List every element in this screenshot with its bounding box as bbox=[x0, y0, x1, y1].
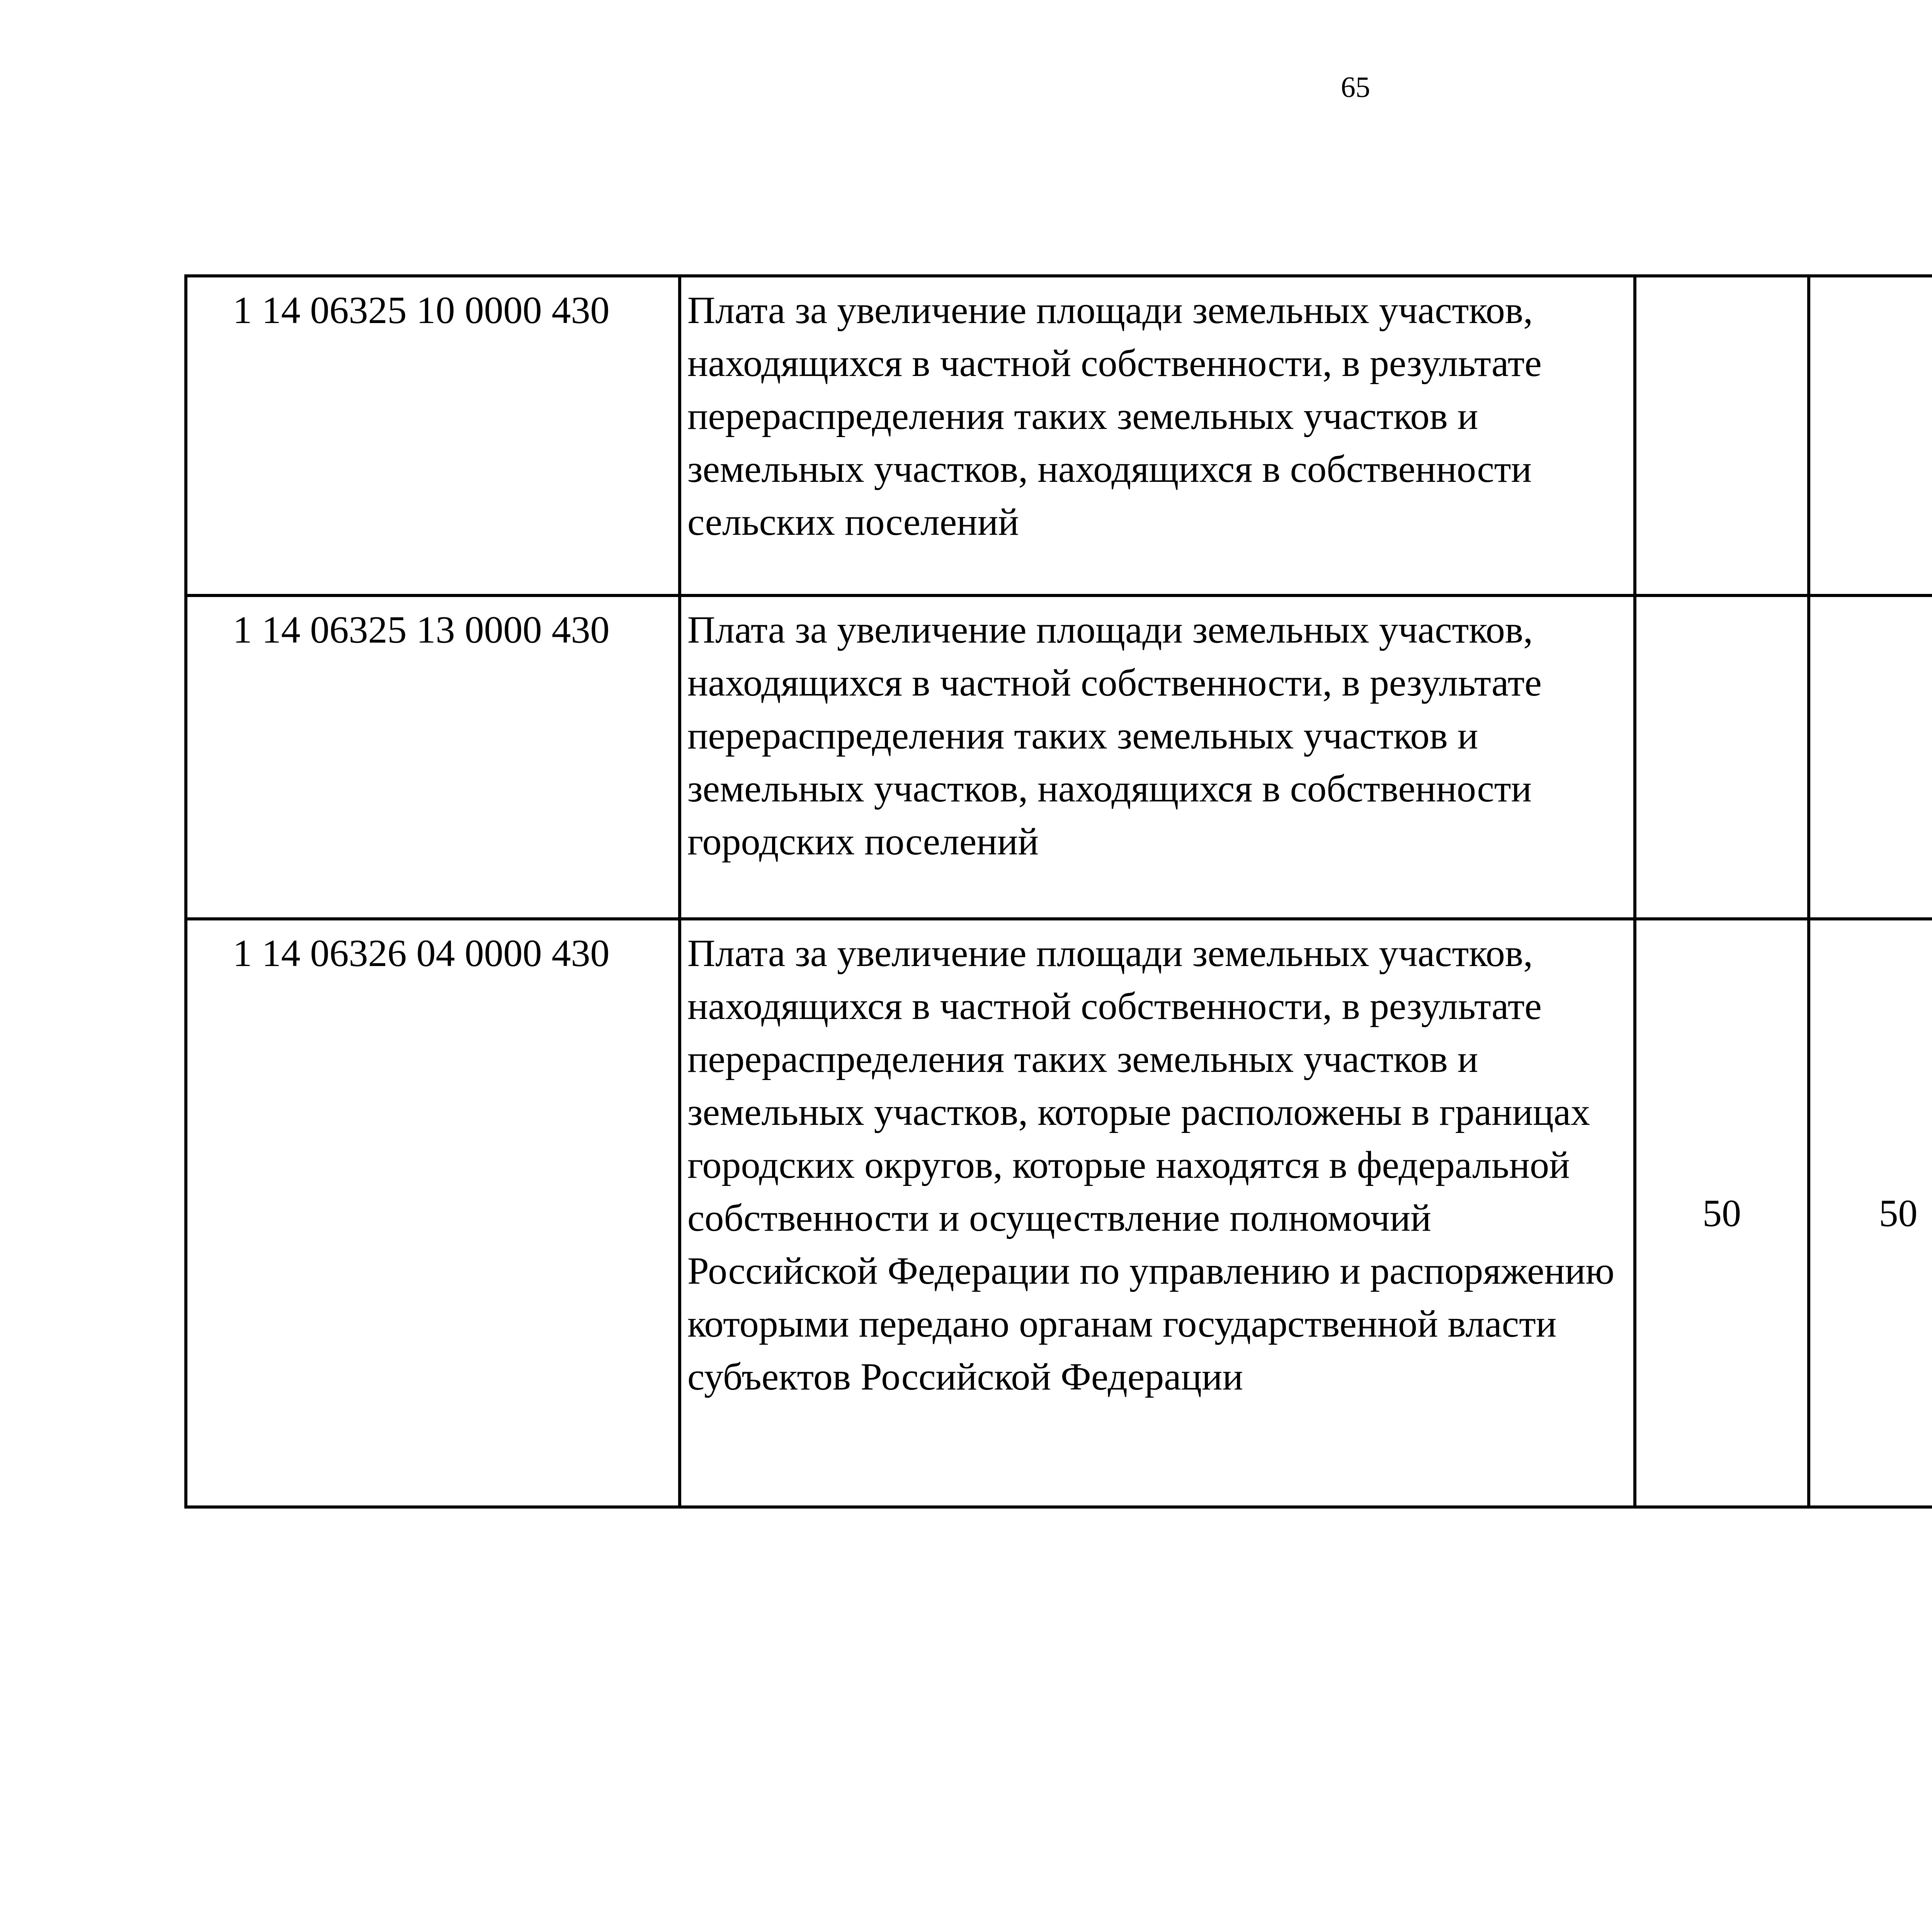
value-col-1 bbox=[1635, 595, 1809, 919]
value-col-2 bbox=[1809, 595, 1932, 919]
value-col-2 bbox=[1809, 276, 1932, 595]
revenue-code: 1 14 06325 10 0000 430 bbox=[186, 276, 680, 595]
revenue-code: 1 14 06326 04 0000 430 bbox=[186, 919, 680, 1507]
revenue-description: Плата за увеличение площади земельных участков, находящихся в частной собственности, в результате перераспределения таких земельных участков и земельных участков, которые расположены в границах городских округов, которые находятся в федеральной собственности и осуществление полномочий Российской Федерации по управлению и распоряжению которыми передано органам государственной власти субъектов Российской Федерации bbox=[680, 919, 1635, 1507]
table-row bbox=[186, 276, 1932, 595]
revenue-code: 1 14 06325 13 0000 430 bbox=[186, 595, 680, 919]
value-col-2: 50 bbox=[1809, 919, 1932, 1507]
value-col-1: 50 bbox=[1635, 919, 1809, 1507]
page-number: 65 bbox=[1341, 71, 1370, 104]
revenue-table bbox=[184, 274, 1932, 1509]
table-row bbox=[186, 919, 1932, 1507]
table-row bbox=[186, 595, 1932, 919]
revenue-description: Плата за увеличение площади земельных участков, находящихся в частной собственности, в результате перераспределения таких земельных участков и земельных участков, находящихся в собственности сельских поселений bbox=[680, 276, 1635, 595]
revenue-description: Плата за увеличение площади земельных участков, находящихся в частной собственности, в результате перераспределения таких земельных участков и земельных участков, находящихся в собственности городских поселений bbox=[680, 595, 1635, 919]
value-col-1 bbox=[1635, 276, 1809, 595]
